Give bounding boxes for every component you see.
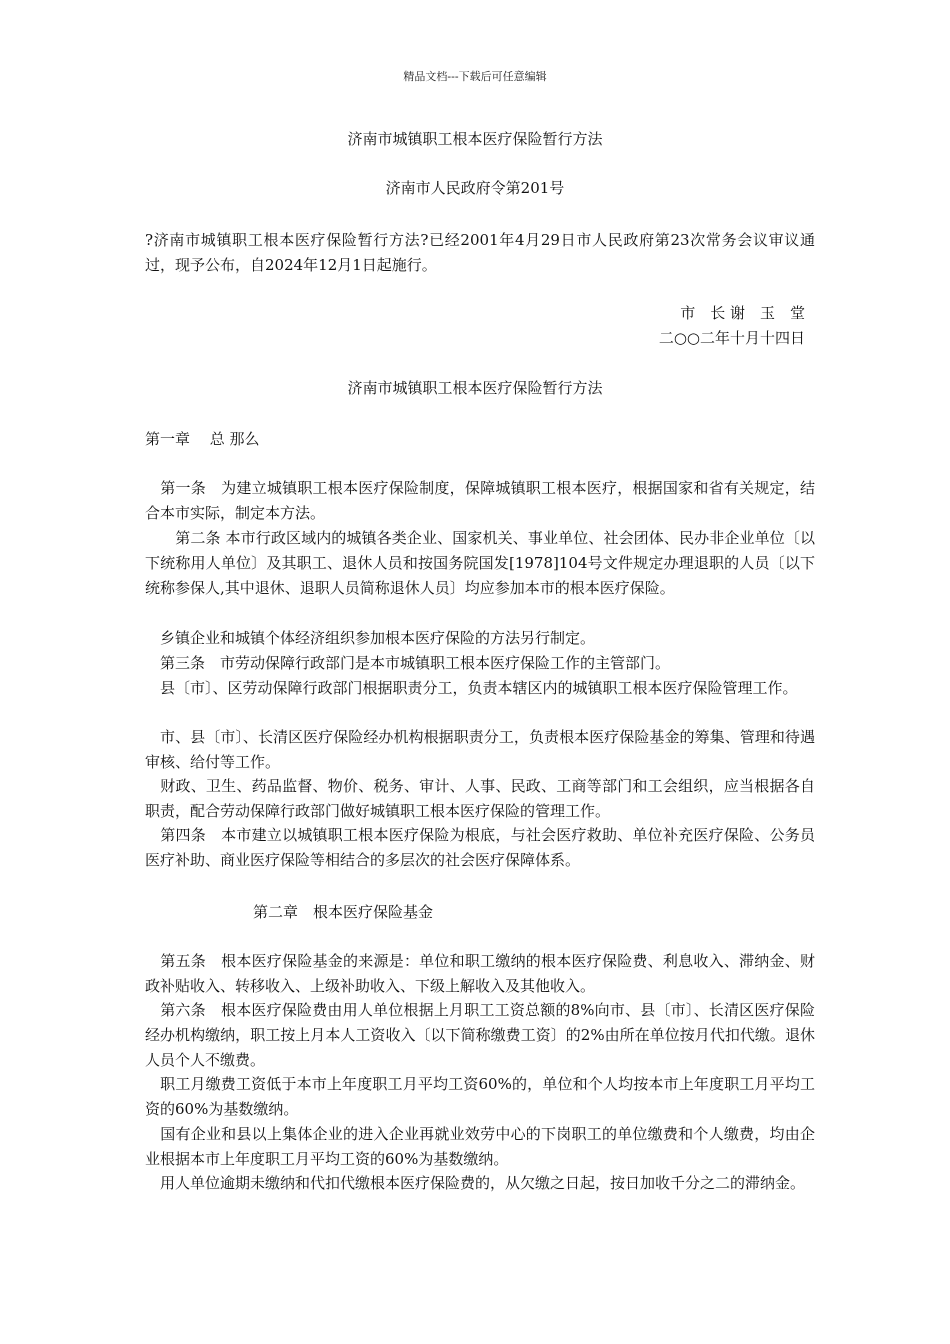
decree-number: 济南市人民政府令第201号 bbox=[385, 179, 565, 197]
article-paragraph: 用人单位逾期未缴纳和代扣代缴根本医疗保险费的，从欠缴之日起，按日加收千分之二的滞纳金。 bbox=[145, 1174, 806, 1192]
article-paragraph: 职工月缴费工资低于本市上年度职工月平均工资60%的，单位和个人均按本市上年度职工月平均工资的60%为基数缴纳。 bbox=[145, 1075, 815, 1118]
article-paragraph: 市、县〔市〕、长清区医疗保险经办机构根据职责分工，负责根本医疗保险基金的筹集、管理和待遇审核、给付等工作。 bbox=[145, 728, 815, 771]
article-paragraph: 国有企业和县以上集体企业的进入企业再就业效劳中心的下岗职工的单位缴费和个人缴费，均由企业根据本市上年度职工月平均工资的60%为基数缴纳。 bbox=[145, 1125, 815, 1168]
issue-date: 二○○二年十月十四日 bbox=[658, 329, 805, 347]
article-paragraph: 第一条 为建立城镇职工根本医疗保险制度，保障城镇职工根本医疗，根据国家和省有关规定，结合本市实际，制定本方法。 bbox=[145, 479, 815, 522]
chapter-heading: 第一章 总 那么 bbox=[145, 430, 260, 448]
article-paragraph: 县〔市〕、区劳动保障行政部门根据职责分工，负责本辖区内的城镇职工根本医疗保险管理工作。 bbox=[145, 679, 798, 697]
article-paragraph: 乡镇企业和城镇个体经济组织参加根本医疗保险的方法另行制定。 bbox=[145, 629, 596, 647]
chapter-heading: 第二章 根本医疗保险基金 bbox=[253, 903, 434, 921]
article-paragraph: 第二条 本市行政区域内的城镇各类企业、国家机关、事业单位、社会团体、民办非企业单位〔以下统称用人单位〕及其职工、退休人员和按国务院国发[1978]104号文件规定办理退职的人员〔以下统称参保人,其中退休、退职人员简称退休人员〕均应参加本市的根本医疗保险。 bbox=[145, 529, 815, 597]
mayor-signature: 市 长 谢 玉 堂 bbox=[680, 304, 805, 322]
article-paragraph: 第六条 根本医疗保险费由用人单位根据上月职工工资总额的8%向市、县〔市〕、长清区医疗保险经办机构缴纳，职工按上月本人工资收入〔以下简称缴费工资〕的2%由所在单位按月代扣代缴。退休人员个人不缴费。 bbox=[145, 1001, 815, 1069]
article-paragraph: 第五条 根本医疗保险基金的来源是：单位和职工缴纳的根本医疗保险费、利息收入、滞纳金、财政补贴收入、转移收入、上级补助收入、下级上解收入及其他收入。 bbox=[145, 952, 815, 995]
document-title: 济南市城镇职工根本医疗保险暂行方法 bbox=[347, 130, 603, 148]
measures-title: 济南市城镇职工根本医疗保险暂行方法 bbox=[347, 379, 603, 397]
page-header: 精品文档---下载后可任意编辑 bbox=[403, 70, 547, 83]
article-paragraph: 第四条 本市建立以城镇职工根本医疗保险为根底，与社会医疗救助、单位补充医疗保险、公务员医疗补助、商业医疗保险等相结合的多层次的社会医疗保障体系。 bbox=[145, 826, 815, 869]
article-paragraph: 财政、卫生、药品监督、物价、税务、审计、人事、民政、工商等部门和工会组织，应当根据各自职责，配合劳动保障行政部门做好城镇职工根本医疗保险的管理工作。 bbox=[145, 777, 815, 820]
article-paragraph: 第三条 市劳动保障行政部门是本市城镇职工根本医疗保险工作的主管部门。 bbox=[145, 654, 671, 672]
preamble-paragraph: ?济南市城镇职工根本医疗保险暂行方法?已经2001年4月29日市人民政府第23次常务会议审议通过，现予公布，自2024年12月1日起施行。 bbox=[145, 231, 815, 274]
